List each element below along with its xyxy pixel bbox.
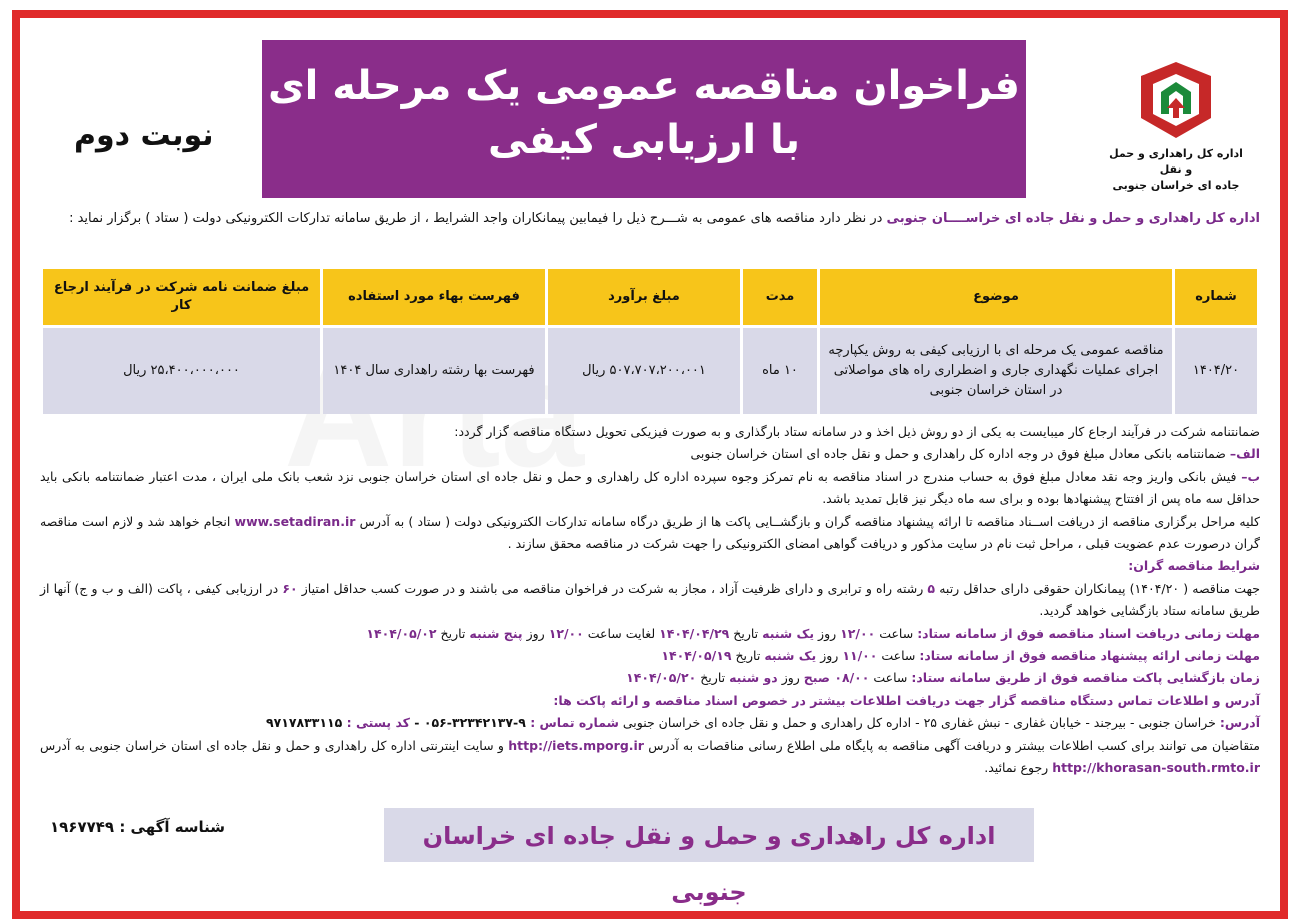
- cond-text3: در ارزیابی کیفی ، پاکت (الف و ب و ج) آنها از طریق سامانه ستاد بازگشایی خواهد گردید.: [40, 580, 1260, 619]
- intro-text: در نظر دارد مناقصه های عمومی به شـــرح ذیل را فیمابین پیمانکاران واجد الشرایط ، از طریق سامانه تدارکات الکترونیکی دولت ( ستاد ) برگزار نماید :: [69, 211, 887, 226]
- cell-guarantee: ۲۵،۴۰۰،۰۰۰،۰۰۰ ریال: [43, 328, 320, 414]
- logo-caption-line2: جاده ای خراسان جنوبی: [1112, 179, 1240, 192]
- final-text3: رجوع نمائید.: [984, 760, 1053, 776]
- cell-subject: مناقصه عمومی یک مرحله ای با ارزیابی کیفی به روش یکپارچه اجرای عملیات نگهداری جاری و اضطراری راه های مواصلاتی در استان خراسان جنوبی: [820, 328, 1172, 414]
- th-subject: موضوع: [820, 269, 1172, 325]
- final-text2: و سایت اینترنتی اداره کل راهداری و حمل و نقل جاده ای استان خراسان جنوبی به آدرس: [40, 737, 509, 753]
- cond-rank: ۵: [927, 580, 936, 596]
- be-text: فیش بانکی واریز وجه نقد معادل مبلغ فوق به حساب مندرج در اسناد مناقصه به نام تمرکز وجوه سپرده اداره کل راهداری و حمل و نقل جاده ای استان خراسان جنوبی نزد شعب بانک ملی ایران ، مدت اعتبار ضمانتنامه بانکی باید حداقل سه ماه پس از افتتاح پیشنهادها بوده و برای سه ماه دیگر نیز قابل تمدید باشد.: [40, 468, 1260, 507]
- cond-score: ۶۰: [282, 580, 298, 596]
- d1-date2: ۱۴۰۴/۰۵/۰۲: [366, 625, 437, 641]
- intro-paragraph: [40, 208, 1260, 230]
- phone-number: ۹-۳۲۳۴۲۱۳۷-۰۵۶ -: [409, 715, 531, 731]
- address-text: خراسان جنوبی - بیرجند - خیابان غفاری - نبش غفاری ۲۵ - اداره کل راهداری و حمل و نقل جاده ای خراسان جنوبی: [618, 715, 1220, 731]
- cond-text2: رشته راه و ترابری و دارای ظرفیت آزاد ، مجاز به شرکت در فراخوان مناقصه می باشند و در صورت کسب حداقل امتیاز: [297, 580, 928, 596]
- d1-t4: لغایت ساعت: [583, 625, 660, 641]
- d1-date1: ۱۴۰۴/۰۴/۲۹: [659, 625, 730, 641]
- d1-hour1: ۱۲/۰۰: [840, 625, 876, 641]
- stages-paragraph: [40, 511, 1260, 556]
- postal-label: کد پستی :: [346, 715, 410, 731]
- intro-org: اداره کل راهداری و حمل و نقل جاده ای خراســــان جنوبی: [886, 211, 1260, 226]
- opening-time: [40, 667, 1260, 689]
- d2-t2: روز: [816, 648, 843, 664]
- ad-body: [40, 421, 1260, 780]
- d3-t2: روز: [777, 670, 804, 686]
- setad-link[interactable]: www.setadiran.ir: [234, 513, 356, 529]
- d2-date: ۱۴۰۴/۰۵/۱۹: [661, 648, 732, 664]
- rmto-link[interactable]: http://khorasan-south.rmto.ir: [1052, 760, 1260, 776]
- postal-code: ۹۷۱۷۸۳۳۱۱۵: [265, 715, 347, 731]
- d1-day1: یک شنبه: [762, 625, 815, 641]
- cond-text1: جهت مناقصه ( ۱۴۰۴/۲۰) پیمانکاران حقوقی دارای حداقل رتبه: [935, 580, 1260, 596]
- final-text1: متقاضیان می توانند برای کسب اطلاعات بیشتر و دریافت آگهی مناقصه به پایگاه ملی اطلاع رسانی مناقصات به آدرس: [643, 737, 1260, 753]
- th-price-list: فهرست بهاء مورد استفاده: [323, 269, 545, 325]
- conditions-title: شرایط مناقصه گران:: [1128, 558, 1260, 574]
- d3-t1: ساعت: [869, 670, 912, 686]
- option-be: [40, 466, 1260, 511]
- th-number: شماره: [1175, 269, 1257, 325]
- d1-t5: روز: [522, 625, 549, 641]
- deadline-receive: [40, 623, 1260, 645]
- d1-hour2: ۱۲/۰۰: [548, 625, 584, 641]
- d3-hour: ۰۸/۰۰ صبح: [803, 670, 870, 686]
- d3-date: ۱۴۰۴/۰۵/۲۰: [626, 670, 697, 686]
- cell-price-list: فهرست بها رشته راهداری سال ۱۴۰۴: [323, 328, 545, 414]
- nobat-label: نوبت دوم: [74, 118, 214, 153]
- deadline-submit: [40, 645, 1260, 667]
- d2-day: یک شنبه: [764, 648, 817, 664]
- stages-text2: انجام خواهد شد و لازم است مناقصه گران درصورت عدم عضویت قبلی ، مراحل ثبت نام در سایت مذکور و دریافت گواهی امضای الکترونیکی را جهت شرکت در مناقصه محقق سازند .: [40, 513, 1260, 552]
- table-row: [43, 328, 1257, 414]
- tender-table: [40, 266, 1260, 417]
- cell-estimate: ۵۰۷،۷۰۷،۲۰۰،۰۰۱ ریال: [548, 328, 740, 414]
- logo-caption-line1: اداره کل راهداری و حمل و نقل: [1109, 147, 1243, 176]
- address-line: [40, 712, 1260, 734]
- d2-label: مهلت زمانی ارائه پیشنهاد مناقصه فوق از سامانه ستاد:: [919, 648, 1260, 664]
- d1-t1: ساعت: [875, 625, 918, 641]
- rmto-logo-icon: [1133, 58, 1219, 142]
- table-header-row: [43, 269, 1257, 325]
- be-label: ب–: [1241, 468, 1260, 484]
- th-estimate: مبلغ برآورد: [548, 269, 740, 325]
- d1-t3: تاریخ: [729, 625, 763, 641]
- alef-label: الف–: [1229, 446, 1260, 462]
- phone-label: شماره تماس :: [530, 715, 619, 731]
- alef-text: ضمانتنامه بانکی معادل مبلغ فوق در وجه اداره کل راهداری و حمل و نقل جاده ای استان خراسان جنوبی: [690, 446, 1230, 462]
- logo-block: [1106, 58, 1246, 194]
- footer-org-bar: اداره کل راهداری و حمل و نقل جاده ای خراسان جنوبی: [384, 808, 1034, 862]
- ad-frame: [12, 10, 1288, 919]
- th-guarantee: مبلغ ضمانت نامه شرکت در فرآیند ارجاع کار: [43, 269, 320, 325]
- d1-day2: پنج شنبه: [469, 625, 523, 641]
- guarantee-intro: ضمانتنامه شرکت در فرآیند ارجاع کار میبایست به یکی از دو روش ذیل اخذ و در سامانه ستاد بارگذاری و به صورت فیزیکی تحویل دستگاه مناقصه گزار گردد:: [454, 424, 1260, 439]
- title-line1: فراخوان مناقصه عمومی یک مرحله ای: [267, 63, 1020, 109]
- cell-duration: ۱۰ ماه: [743, 328, 817, 414]
- title-line2: با ارزیابی کیفی: [487, 117, 801, 163]
- conditions-text: [40, 578, 1260, 623]
- title-banner: [262, 40, 1026, 198]
- ad-id: شناسه آگهی : ۱۹۶۷۷۴۹: [50, 818, 226, 836]
- ad-content: [34, 28, 1266, 903]
- d3-t3: تاریخ: [696, 670, 730, 686]
- th-duration: مدت: [743, 269, 817, 325]
- d2-t1: ساعت: [877, 648, 920, 664]
- d1-label: مهلت زمانی دریافت اسناد مناقصه فوق از سامانه ستاد:: [917, 625, 1260, 641]
- contact-title: آدرس و اطلاعات تماس دستگاه مناقصه گزار جهت دریافت اطلاعات بیشتر در خصوص اسناد مناقصه و ارائه پاکت ها:: [553, 692, 1260, 708]
- stages-text: کلیه مراحل برگزاری مناقصه از دریافت اســناد مناقصه تا ارائه پیشنهاد مناقصه گران و بازگشــایی پاکت ها از طریق درگاه سامانه تدارکات الکترونیکی دولت ( ستاد ) به آدرس: [355, 513, 1260, 529]
- d2-t3: تاریخ: [731, 648, 765, 664]
- option-alef: [40, 443, 1260, 465]
- d1-t2: روز: [814, 625, 841, 641]
- d3-day: دو شنبه: [729, 670, 778, 686]
- cell-number: ۱۴۰۴/۲۰: [1175, 328, 1257, 414]
- iets-link[interactable]: http://iets.mporg.ir: [508, 737, 644, 753]
- d2-hour: ۱۱/۰۰: [842, 648, 878, 664]
- info-paragraph: [40, 735, 1260, 780]
- d3-label: زمان بازگشایی پاکت مناقصه فوق از طریق سامانه ستاد:: [911, 670, 1260, 686]
- d1-t6: تاریخ: [436, 625, 470, 641]
- address-label: آدرس:: [1219, 715, 1260, 731]
